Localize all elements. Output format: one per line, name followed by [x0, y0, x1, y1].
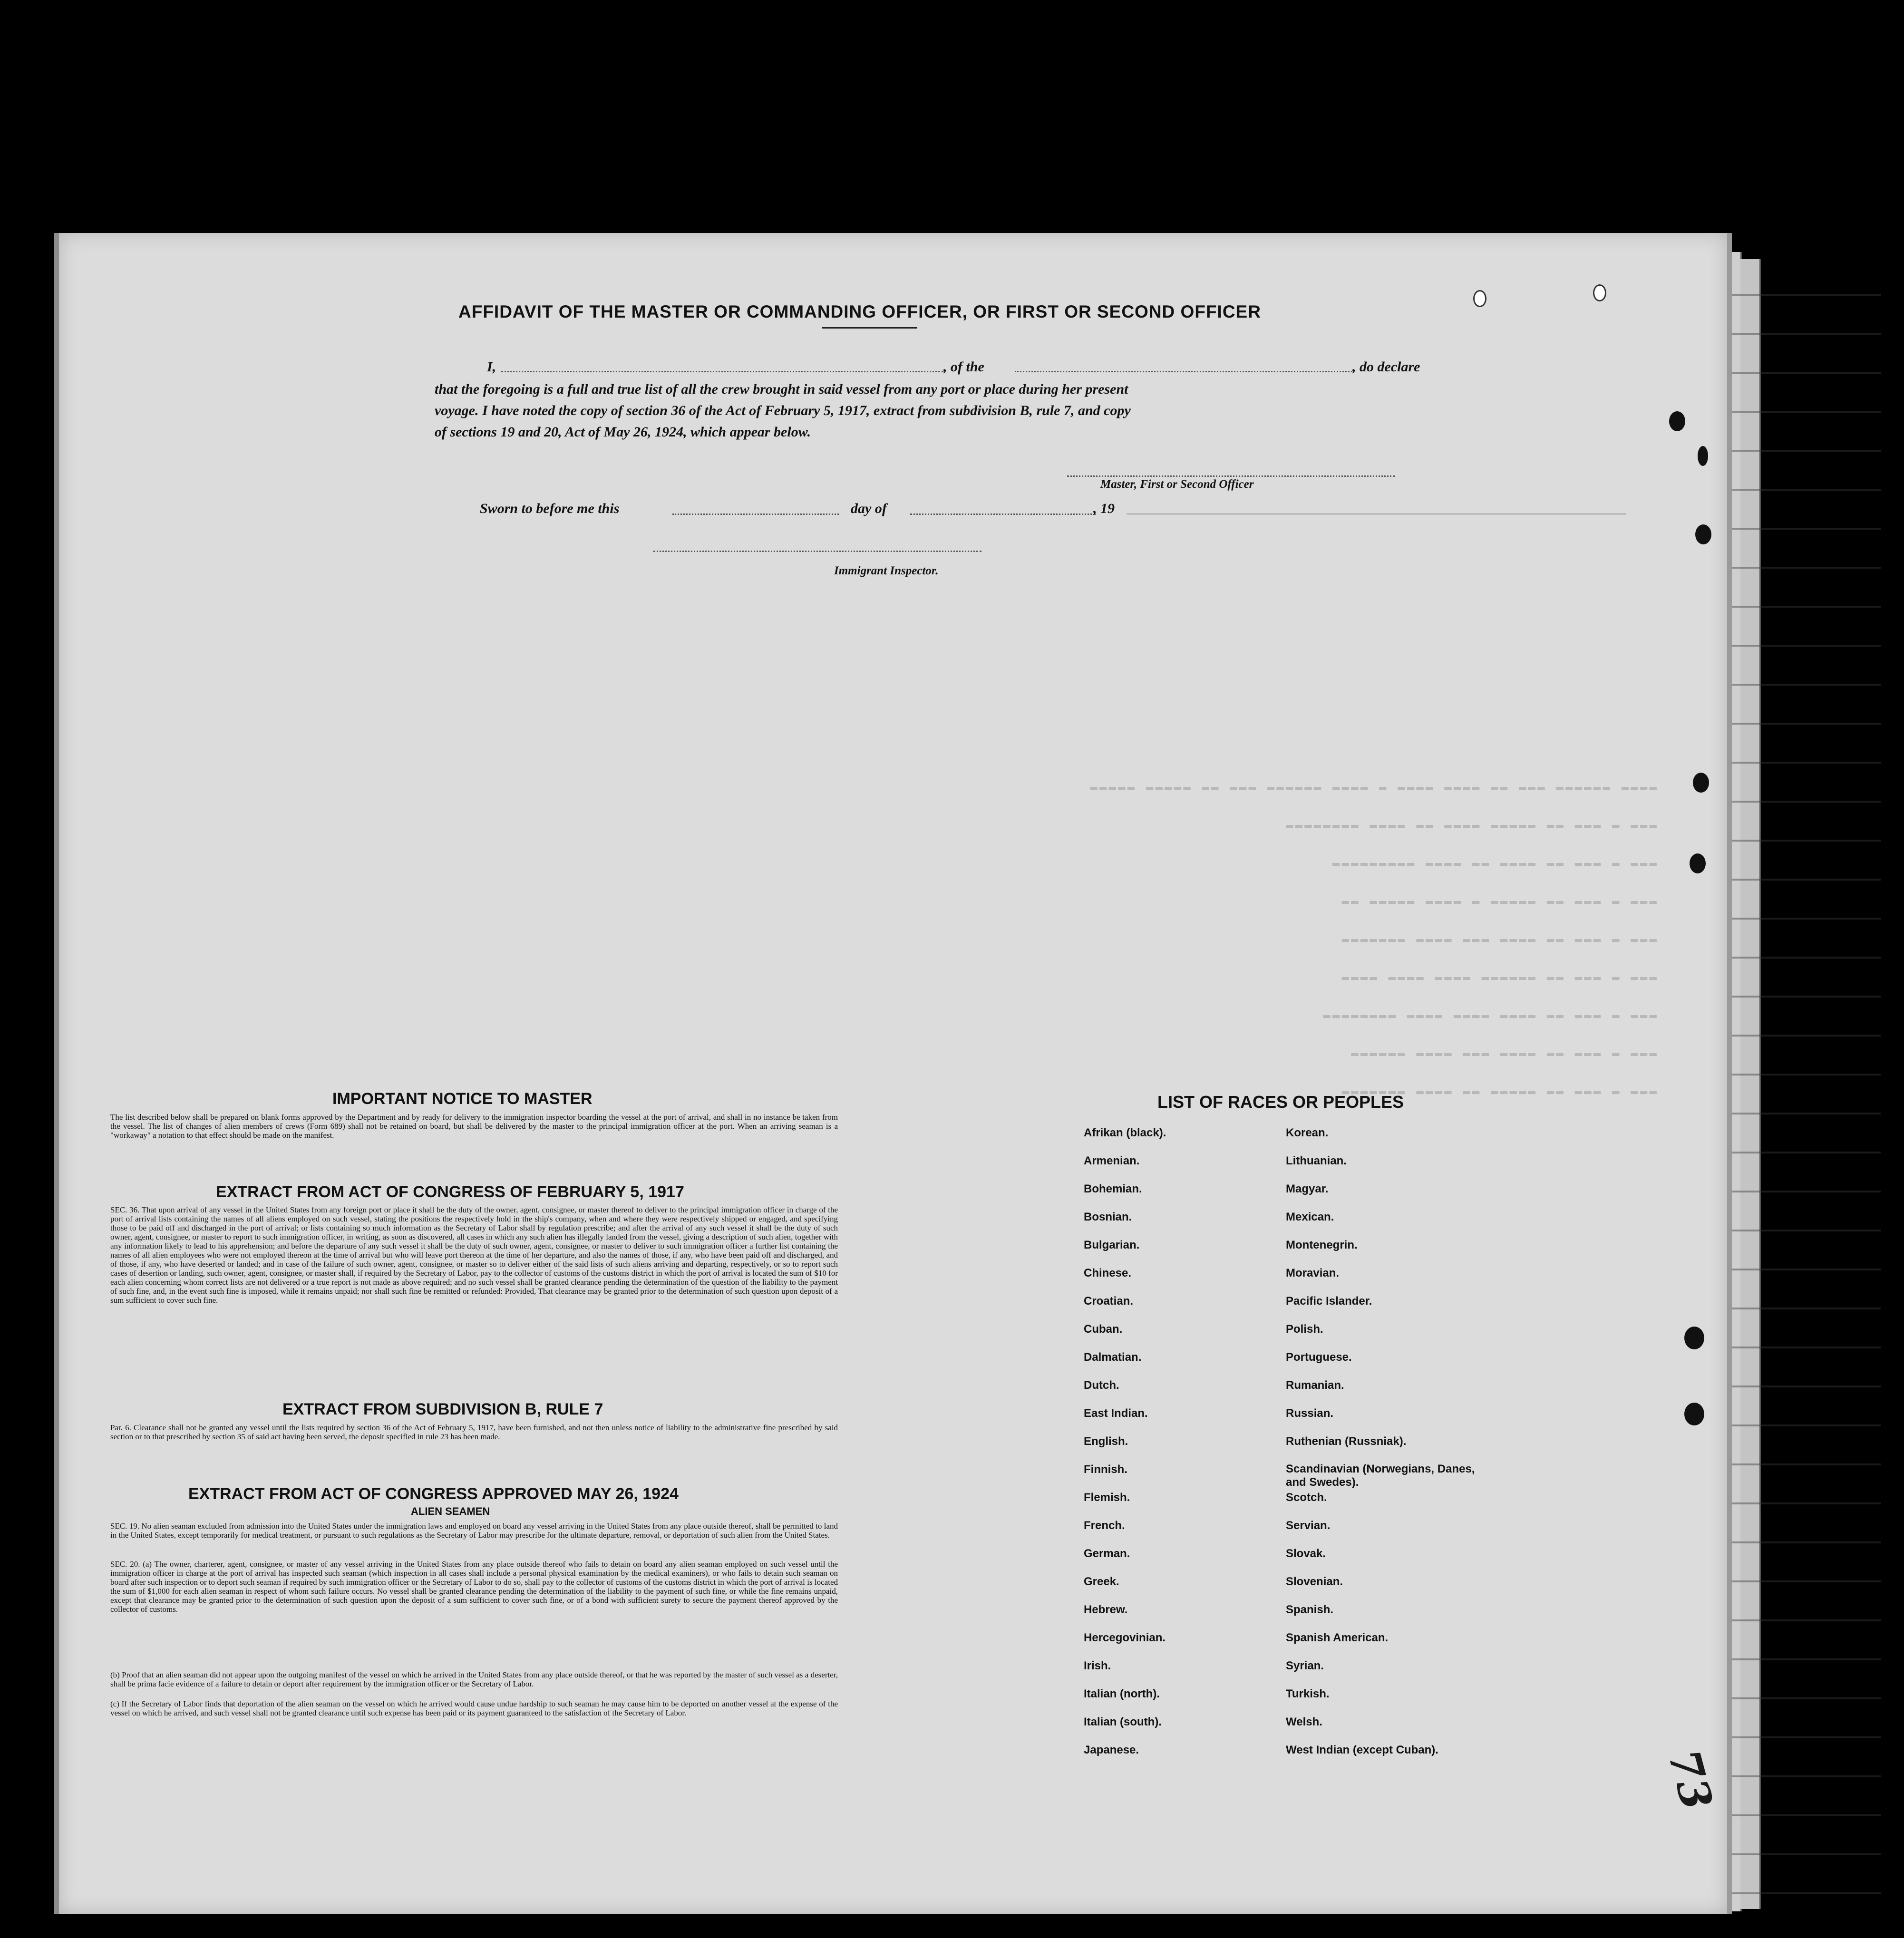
race-item: Finnish.: [1084, 1463, 1127, 1476]
sworn-day-blank[interactable]: [672, 514, 839, 515]
race-item: Dalmatian.: [1084, 1351, 1142, 1364]
race-item: Chinese.: [1084, 1267, 1132, 1279]
binding-hole: [1473, 290, 1486, 307]
race-item: Armenian.: [1084, 1154, 1140, 1167]
binding-hole: [1693, 773, 1709, 793]
race-item: Syrian.: [1286, 1659, 1324, 1672]
affidavit-title: AFFIDAVIT OF THE MASTER OR COMMANDING OFFICER, OR FIRST OR SECOND OFFICER: [458, 302, 1261, 321]
race-item: Turkish.: [1286, 1687, 1330, 1700]
day-of-label: day of: [851, 501, 887, 516]
bleed-through-text: ▬▬▬▬ ▬▬▬▬▬▬ ▬▬▬ ▬▬ ▬▬▬▬ ▬▬▬▬ ▬ ▬▬▬▬ ▬▬▬▬▬▬ ▬▬▬ ▬▬ ▬▬▬▬▬ ▬▬▬▬▬ ▬▬▬ ▬ ▬▬▬ ▬▬ ▬▬▬▬▬ ▬▬▬▬ ▬▬ ▬▬▬▬ ▬▬▬▬▬▬▬▬ ▬▬▬ ▬ ▬▬▬ ▬▬ ▬▬▬▬ ▬▬ ▬▬▬▬ ▬▬▬▬▬▬▬▬▬ ▬▬▬ ▬ ▬▬▬ ▬▬ ▬▬▬▬▬ ▬ ▬▬▬▬ ▬▬▬▬▬ ▬▬ ▬▬▬ ▬ ▬▬▬ ▬▬ ▬▬▬▬ ▬▬▬ ▬▬▬▬ ▬▬▬▬▬▬▬ ▬▬▬ ▬ ▬▬▬ ▬▬ ▬▬▬▬▬▬ ▬▬▬▬ ▬▬▬▬ ▬▬▬▬ ▬▬▬ ▬ ▬▬▬ ▬▬ ▬▬▬▬ ▬▬▬▬ ▬▬▬▬ ▬▬▬▬▬▬▬▬ ▬▬▬ ▬ ▬▬▬ ▬▬ ▬▬▬▬ ▬▬▬ ▬▬▬▬ ▬▬▬▬▬▬ ▬▬▬ ▬ ▬▬▬ ▬▬ ▬▬▬▬▬ ▬▬ ▬▬▬▬ ▬▬▬▬▬▬▬: [1088, 780, 1657, 1098]
affidavit-declare: , do declare: [1352, 359, 1420, 375]
race-item: Korean.: [1286, 1126, 1329, 1139]
race-item: Bulgarian.: [1084, 1239, 1140, 1251]
race-item: Ruthenian (Russniak).: [1286, 1435, 1407, 1448]
affidavit-line-3: voyage. I have noted the copy of section 36 of the Act of February 5, 1917, extract from subdivision B, rule 7, and copy: [435, 403, 1131, 418]
race-item: Scotch.: [1286, 1491, 1327, 1504]
race-item: Japanese.: [1084, 1744, 1139, 1756]
affidavit-title-rule: [822, 327, 917, 329]
act-1917-title: EXTRACT FROM ACT OF CONGRESS OF FEBRUARY 5, 1917: [216, 1183, 684, 1201]
races-column-1: [1084, 1126, 1166, 1771]
race-item: Slovak.: [1286, 1547, 1326, 1560]
race-item: Bosnian.: [1084, 1211, 1132, 1223]
race-item: Moravian.: [1286, 1267, 1340, 1279]
sworn-label: Sworn to before me this: [480, 501, 620, 516]
races-column-2: [1286, 1126, 1476, 1771]
race-item: Welsh.: [1286, 1715, 1322, 1728]
race-item: Slovenian.: [1286, 1575, 1343, 1588]
race-item: Mexican.: [1286, 1211, 1334, 1223]
race-item: Russian.: [1286, 1407, 1334, 1420]
race-item: Dutch.: [1084, 1379, 1119, 1392]
binding-hole: [1669, 411, 1685, 431]
inspector-label: Immigrant Inspector.: [834, 564, 939, 577]
race-item: Croatian.: [1084, 1295, 1134, 1308]
race-item: German.: [1084, 1547, 1130, 1560]
race-item: Rumanian.: [1286, 1379, 1344, 1392]
act-1924-sec20b: (b) Proof that an alien seaman did not appear upon the outgoing manifest of the vessel on which he arrived in the United States from any place outside thereof, or that he was reported by the master of such vessel as a deserter, shall be prima facie evidence of a failure to detain or deport after requirement by the immigration officer or the Secretary of Labor.: [110, 1670, 838, 1688]
act-1924-sec20a: SEC. 20. (a) The owner, charterer, agent, consignee, or master of any vessel arriving in the United States from any place outside thereof who fails to detain on board any alien seaman employed on such vessel until the immigration officer in charge at the port of arrival has inspected such seaman (which inspection in all cases shall include a personal physical examination by the medical examiners), or who fails to detain such seaman on board after such inspection or to deport such seaman if required by such immigration officer or the Secretary of Labor to do so, shall pay to the collector of customs of the customs district in which the port of arrival is located the sum of $1,000 for each alien seaman in respect of whom such failure occurs. No vessel shall be granted clearance pending the determination of the liability to the payment of such fine, or while the fine remains unpaid, except that clearance may be granted prior to the determination of such question upon the deposit of a sum sufficient to cover such fine, or of a bond with sufficient surety to secure the payment thereof approved by the collector of customs.: [110, 1560, 838, 1614]
binding-hole: [1684, 1327, 1704, 1349]
year-label: , 19: [1093, 501, 1115, 516]
binding-hole: [1690, 853, 1706, 873]
affidavit-line-2: that the foregoing is a full and true list of all the crew brought in said vessel from any port or place during her present: [435, 381, 1128, 397]
binding-hole: [1698, 446, 1708, 466]
race-item: West Indian (except Cuban).: [1286, 1744, 1438, 1756]
name-blank[interactable]: [501, 371, 943, 372]
race-item: Lithuanian.: [1286, 1154, 1347, 1167]
race-item: Magyar.: [1286, 1182, 1329, 1195]
rule-7-text: Par. 6. Clearance shall not be granted any vessel until the lists required by section 36 of the Act of February 5, 1917, have been furnished, and not then unless notice of liability to the administrative fine prescribed by said section or to that prescribed by section 35 of said act having been served, the deposit specified in rule 23 has been made.: [110, 1423, 838, 1441]
underlying-sheet-rules: [1724, 257, 1881, 1916]
signature-blank[interactable]: [1067, 475, 1395, 477]
affidavit-i: I,: [487, 359, 496, 375]
binding-hole: [1695, 524, 1711, 544]
inspector-signature-blank[interactable]: [653, 551, 981, 552]
notice-text: The list described below shall be prepared on blank forms approved by the Department and by ready for delivery to the immigration inspector boarding the vessel at the port of arrival, and shall in no instance be taken from the vessel. The list of changes of alien members of crews (Form 689) shall not be retained on board, but shall be delivered by the master to the principal immigration officer at the port. When an arriving seaman is a "workaway" a notation to that effect should be made on the manifest.: [110, 1113, 838, 1140]
handwritten-page-number: 73: [1658, 1744, 1723, 1815]
race-item: East Indian.: [1084, 1407, 1148, 1420]
race-item: Servian.: [1286, 1519, 1331, 1532]
race-item: Hercegovinian.: [1084, 1631, 1166, 1644]
binding-hole: [1593, 284, 1606, 301]
affidavit-line-1: [487, 359, 496, 375]
race-item: Hebrew.: [1084, 1603, 1128, 1616]
act-1924-title: EXTRACT FROM ACT OF CONGRESS APPROVED MAY 26, 1924: [188, 1485, 679, 1503]
binding-hole: [1684, 1403, 1704, 1425]
race-item: Cuban.: [1084, 1323, 1123, 1336]
race-item: Montenegrin.: [1286, 1239, 1358, 1251]
sworn-month-blank[interactable]: [910, 514, 1096, 515]
act-1924-sec19: SEC. 19. No alien seaman excluded from admission into the United States under the immigration laws and employed on board any vessel arriving in the United States from any place outside thereof, shall be permitted to land in the United States, except temporarily for medical treatment, or pursuant to such regulations as the Secretary of Labor may prescribe for the ultimate departure, removal, or deportation of such alien from the United States.: [110, 1521, 838, 1540]
race-item: Italian (south).: [1084, 1715, 1162, 1728]
race-item: Pacific Islander.: [1286, 1295, 1372, 1308]
race-item: Greek.: [1084, 1575, 1119, 1588]
races-title: LIST OF RACES OR PEOPLES: [1157, 1092, 1404, 1112]
race-item: Portuguese.: [1286, 1351, 1352, 1364]
race-item: Italian (north).: [1084, 1687, 1160, 1700]
rule-7-title: EXTRACT FROM SUBDIVISION B, RULE 7: [282, 1400, 603, 1418]
signer-label: Master, First or Second Officer: [1100, 478, 1254, 491]
act-1917-text: SEC. 36. That upon arrival of any vessel in the United States from any foreign port or place it shall be the duty of the owner, agent, consignee, or master thereof to deliver to the principal immigration officer in charge of the port of arrival lists containing the names of all aliens employed on such vessel, stating the positions the respectively hold in the ship's company, when and where they were respectively shipped or engaged, and specifying those to be paid off and discharged in the port of arrival; or lists containing so much information as the Secretary of Labor shall by regulation prescribe; and after the arrival of any such vessel it shall be the duty of such owner, agent, consignee, or master to report to such immigration officer, in writing, as soon as discovered, all cases in which any such alien has illegally landed from the vessel, giving a description of such alien, together with any information likely to lead to his apprehension; and before the departure of any such vessel it shall be the duty of such owner, agent, consignee, or master to deliver to such immigration officer a further list containing the names of all alien employees who were not employed thereon at the time of arrival but who will leave port thereon at the time of her departure, and also the names of those, if any, who have been paid off and discharged, and of those, if any, who have deserted or landed; and in case of the failure of such owner, agent, consignee, or master so to deliver either of the said lists of such aliens arriving and departing, respectively, or so to report such cases of desertion or landing, such owner, agent, consignee, or master shall, if required by the Secretary of Labor, pay to the collector of customs of the customs district in which the port of arrival is located the sum of $10 for each alien concerning whom correct lists are not delivered or a true report is not made as above required; and no such vessel shall be granted clearance pending the determination of the question of the liability to the payment of such fine, and, in the event such fine is imposed, while it remains unpaid; nor shall such fine be remitted or refunded: Provided, That clearance may be granted prior to the determination of such question upon deposit of a sum sufficient to cover such fine.: [110, 1205, 838, 1305]
race-item: Bohemian.: [1084, 1182, 1142, 1195]
race-item: Irish.: [1084, 1659, 1111, 1672]
affidavit-line-4: of sections 19 and 20, Act of May 26, 1924, which appear below.: [435, 424, 811, 440]
notice-title: IMPORTANT NOTICE TO MASTER: [332, 1090, 593, 1108]
race-item: Spanish American.: [1286, 1631, 1389, 1644]
race-item: Flemish.: [1084, 1491, 1130, 1504]
race-item: Polish.: [1286, 1323, 1323, 1336]
act-1924-sec20c: (c) If the Secretary of Labor finds that deportation of the alien seaman on the vessel on which he arrived would cause undue hardship to such seaman he may cause him to be deported on another vessel at the expense of the vessel on which he arrived, and such vessel shall not be granted clearance until such expense has been paid or its payment guaranteed to the satisfaction of the Secretary of Labor.: [110, 1699, 838, 1717]
race-item: English.: [1084, 1435, 1128, 1448]
race-item: French.: [1084, 1519, 1125, 1532]
manifest-page: [54, 233, 1732, 1914]
race-item: Spanish.: [1286, 1603, 1334, 1616]
race-item: Afrikan (black).: [1084, 1126, 1166, 1139]
race-item: Scandinavian (Norwegians, Danes, and Swedes).: [1286, 1463, 1475, 1489]
act-1924-subtitle: ALIEN SEAMEN: [411, 1505, 490, 1517]
vessel-blank[interactable]: [1015, 371, 1352, 372]
affidavit-of-the: , of the: [943, 359, 984, 375]
